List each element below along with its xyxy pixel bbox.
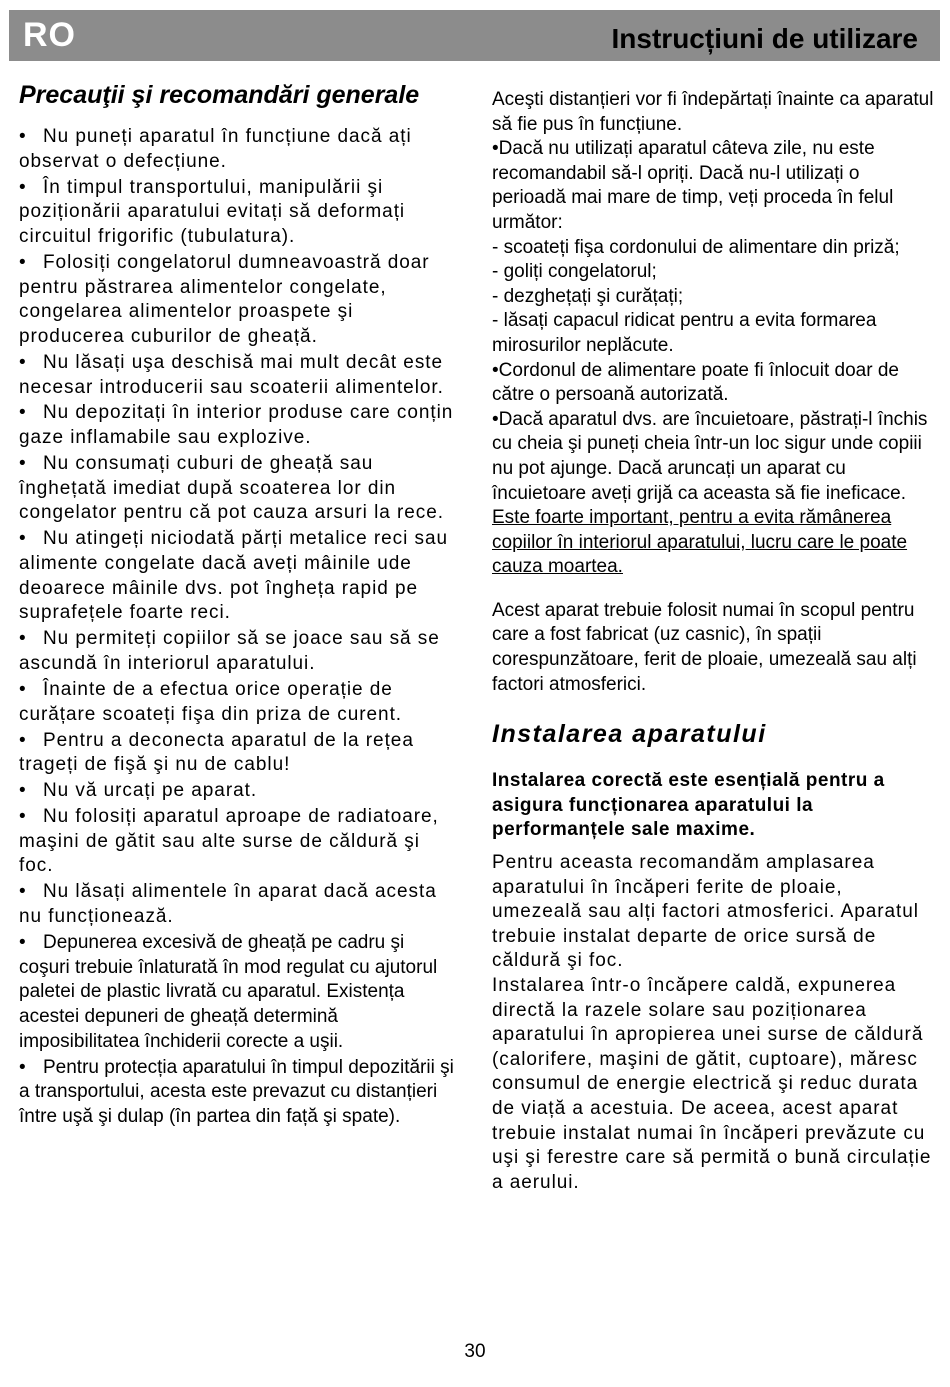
language-code: RO (23, 16, 76, 54)
precaution-item (19, 527, 454, 626)
bullet-lock-text: Dacă aparatul dvs. are încuietoare, păstrați-l închis cu cheia şi puneți cheia într-un loc sigur unde copiii nu pot ajunge. Dacă aruncați un aparat cu încuietoare aveți grijă ca aceasta să fie ineficace. (492, 408, 928, 504)
installation-text-1: Pentru aceasta recomandăm amplasarea aparatului în încăperi ferite de ploaie, umezeală sau alți factori atmosferici. Aparatul trebuie instalat departe de orice sursă de căldură şi foc. (492, 852, 919, 972)
usage-paragraph: Acest aparat trebuie folosit numai în scopul pentru care a fost fabricat (uz casnic), în spații corespunzătoare, ferit de ploaie, umezeală sau alți factori atmosferici. (492, 599, 917, 695)
bullet-icon: • (19, 628, 27, 650)
precaution-item (19, 779, 454, 804)
bullet-cord-text: Cordonul de alimentare poate fi înlocuit doar de către o persoană autorizată. (492, 359, 899, 406)
bullet-icon: • (19, 678, 27, 700)
left-column (19, 80, 454, 1131)
precaution-item (19, 729, 454, 778)
bullet-icon: • (19, 453, 27, 475)
precaution-text: Pentru protecția aparatului în timpul depozitării şi a transportului, acesta este prevazut cu distanțieri între uşă şi dulap (în partea din față şi spate). (19, 1056, 454, 1128)
bullet-icon: • (492, 138, 499, 160)
precaution-text: Înainte de a efectua orice operație de curățare scoateți fişa din priza de curent. (19, 678, 403, 725)
precaution-item (19, 880, 454, 929)
precaution-text: Nu atingeți niciodată părți metalice reci sau alimente congelate dacă aveți mâinile ude deoarece mâinile dvs. pot îngheța rapid pe suprafețele foarte reci. (19, 528, 448, 624)
precaution-item (19, 251, 454, 350)
unused-step: - lăsați capacul ridicat pentru a evita formarea mirosurilor neplăcute. (492, 310, 877, 356)
section-title-installation: Instalarea aparatului (492, 720, 767, 749)
precaution-item (19, 678, 454, 727)
bullet-icon: • (19, 780, 27, 802)
precaution-item (19, 125, 454, 174)
bullet-icon: • (19, 176, 27, 198)
precaution-text: Nu depozitați în interior produse care conțin gaze inflamabile sau explozive. (19, 402, 454, 449)
bullet-unused (492, 137, 938, 235)
precaution-text: Depunerea excesivă de gheață pe cadru şi coşuri trebuie înlaturată în mod regulat cu ajutorul paletei de plastic livrată cu aparatul. Existența acestei depuneri de gheață determină imposibilitatea închiderii corecte a uşii. (19, 931, 438, 1052)
precaution-text: Nu puneți aparatul în funcțiune dacă ați observat o defecțiune. (19, 126, 412, 172)
bullet-icon: • (492, 408, 499, 430)
bullet-icon: • (492, 359, 499, 381)
precautions-list (19, 125, 454, 1130)
document-title: Instrucțiuni de utilizare (611, 23, 918, 54)
section-title-precautions: Precauţii şi recomandări generale (19, 81, 420, 109)
unused-step: - scoateți fişa cordonului de alimentare din priză; (492, 236, 900, 258)
precaution-text: În timpul transportului, manipulării şi poziționării aparatului evitați să deformați circuitul frigorific (tubulatura). (19, 176, 406, 247)
unused-step: - dezghețați şi curățați; (492, 285, 684, 307)
bullet-icon: • (19, 402, 27, 424)
spacers-note: Aceşti distanțieri vor fi îndepărtați înainte ca aparatul să fie pus în funcțiune. (492, 89, 934, 135)
precaution-text: Pentru a deconecta aparatul de la rețea trageți de fişă şi nu de cablu! (19, 729, 414, 776)
precaution-item (19, 627, 454, 676)
bullet-icon: • (19, 251, 27, 273)
page-number: 30 (464, 1341, 486, 1362)
precaution-text: Nu lăsați uşa deschisă mai mult decât este necesar introducerii sau scoaterii alimentelor. (19, 351, 444, 398)
installation-emphasis: Instalarea corectă este esențială pentru a asigura funcționarea aparatului la performanțele sale maxime. (492, 770, 885, 841)
bullet-icon: • (19, 881, 27, 903)
precaution-item (19, 351, 454, 400)
precaution-item (19, 401, 454, 450)
precaution-item (19, 1056, 454, 1130)
precaution-item (19, 931, 454, 1055)
right-column (492, 88, 938, 1195)
precaution-text: Nu consumați cuburi de gheață sau înghețată imediat după scoaterea lor din congelator pentru că pot cauza arsuri la rece. (19, 453, 444, 524)
bullet-cord (492, 359, 938, 408)
precaution-text: Nu vă urcați pe aparat. (43, 780, 258, 802)
precaution-item (19, 805, 454, 879)
precaution-text: Folosiți congelatorul dumneavoastră doar pentru păstrarea alimentelor congelate, congelarea alimentelor proaspete şi producerea cuburilor de gheață. (19, 251, 430, 347)
unused-step: - goliți congelatorul; (492, 261, 657, 283)
bullet-icon: • (19, 351, 27, 373)
bullet-icon: • (19, 126, 27, 147)
spacer (492, 580, 938, 599)
bullet-icon: • (19, 1056, 26, 1078)
bullet-icon: • (19, 806, 27, 828)
page-header (9, 10, 940, 61)
precaution-text: Nu permiteți copiilor să se joace sau să se ascundă în interiorul aparatului. (19, 628, 440, 675)
bullet-icon: • (19, 528, 27, 550)
installation-text-2: Instalarea într-o încăpere caldă, expunerea directă la razele solare sau poziționarea aparatului în apropierea unei surse de căldură (calorifere, maşini de gătit, cuptoare), măresc consumul de energie electrică şi reduc durata de viață a acestuia. De aceea, acest aparat trebuie instalat numai în încăperi prevăzute cu uşi şi ferestre care să permită o bună circulație a aerului. (492, 975, 932, 1193)
bullet-icon: • (19, 931, 26, 953)
precaution-text: Nu lăsați alimentele în aparat dacă acesta nu funcționează. (19, 881, 437, 928)
bullet-icon: • (19, 729, 27, 751)
lock-warning: Este foarte important, pentru a evita rămânerea copiilor în interiorul aparatului, lucru care le poate cauza moartea. (492, 507, 908, 578)
bullet-unused-text: Dacă nu utilizați aparatul câteva zile, nu este recomandabil să-l opriți. Dacă nu-l utilizați o perioadă mai mare de timp, veți proceda în felul următor: (492, 138, 894, 233)
unused-steps (492, 236, 938, 359)
precaution-item (19, 176, 454, 250)
precaution-text: Nu folosiți aparatul aproape de radiatoare, maşini de gătit sau alte surse de căldură şi foc. (19, 806, 439, 877)
precaution-item (19, 452, 454, 526)
bullet-lock (492, 408, 938, 580)
